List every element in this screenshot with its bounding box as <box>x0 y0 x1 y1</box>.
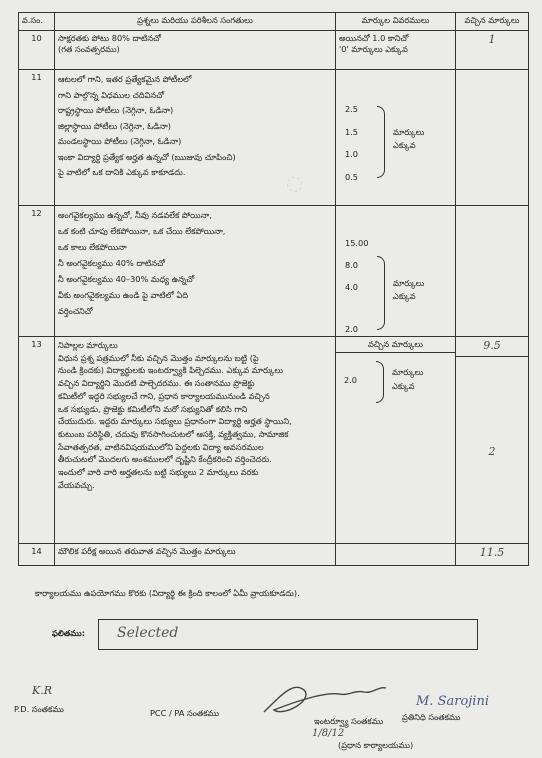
desc-line: (గత సంవత్సరము) <box>58 43 120 54</box>
row-number: 11 <box>19 70 55 206</box>
pcc-signature-label: PCC / PA సంతకము <box>150 708 219 718</box>
points-value: 4.0 <box>345 282 359 292</box>
row-number: 12 <box>19 206 55 337</box>
points-value: 1.0 <box>345 149 359 159</box>
desc-line: వీకు అంగవైకల్యము ఉండి పై వాటిలో ఏది <box>58 289 189 300</box>
details-line: '0' మార్కులు ఎక్కువ <box>339 43 408 54</box>
brace-label: మార్కులు <box>393 127 425 137</box>
desc-line: తీరుచుటలో మొదలగు అంశములలో దృష్టిని కేంద్రీకరించి వర్తించెదరు. <box>58 454 272 465</box>
marks-obtained: 1 <box>456 31 529 70</box>
interviewer-date: 1/8/12 <box>312 728 345 739</box>
desc-line: నుండి క్రిందకు) విద్యార్థులకు ఇంటర్వ్యూకి పిల్చెదము. ఎక్కువ మార్కులు <box>58 365 284 376</box>
row-description <box>55 337 336 544</box>
desc-line: అంగవైకల్యము ఉన్నచో, నీవు నడవలేక పోయినా, <box>58 210 212 220</box>
row-description <box>55 70 336 206</box>
marks-obtained <box>456 70 529 206</box>
details-line: అయినచో 1.0 కానిచో <box>339 33 409 43</box>
points-value: 2.0 <box>344 374 358 385</box>
brace-label: మార్కులు <box>392 366 424 377</box>
row-details <box>336 70 456 206</box>
interviewer-signature-scribble <box>254 672 394 722</box>
table-header-row <box>19 13 529 31</box>
result-label: ఫలితము: <box>52 628 85 638</box>
pd-signature: K.R <box>32 684 52 697</box>
row-description <box>55 206 336 337</box>
interviewer-signature-sublabel: (ప్రధాన కార్యాలయము) <box>338 740 414 750</box>
points-value: 2.5 <box>345 104 359 114</box>
desc-line: కుటుంబ పరిస్థితి, చదువు కొనసాగించుటలో ఆసక్తి, వ్యక్తిత్వము, సామాజిక <box>58 428 289 439</box>
curly-brace <box>376 361 384 403</box>
marks-obtained-cell <box>456 337 529 544</box>
brace-label: ఎక్కువ <box>392 380 415 391</box>
total-marks: 11.5 <box>456 544 529 566</box>
row-details <box>336 337 456 544</box>
desc-line: రాష్ట్రస్థాయి పోటీలు (నెగ్గినా, ఓడినా) <box>58 105 174 116</box>
desc-line: కమిటీలో ఇద్దరి సభ్యులచే గాని, ప్రధాన కార్యాలయమునుండి వచ్చిన <box>58 390 270 401</box>
row-number: 13 <box>19 337 55 544</box>
row-number: 10 <box>19 31 55 70</box>
table-row <box>19 31 529 70</box>
desc-line: ఇంకా విద్యార్థి ప్రత్యేక అర్హత ఉన్నచో (ఋజువు చూపించి) <box>58 151 236 162</box>
header-sno: వ.సం. <box>19 13 55 31</box>
result-box <box>98 619 478 650</box>
desc-line: ఒక సభ్యుడు, ప్రొజెక్టు కమిటీలోని మరో సభ్యునితో కలిసి గాని <box>58 403 248 414</box>
desc-line: నిపాల్లల మార్కులు <box>58 340 118 350</box>
desc-line: వచ్చిన విద్యార్థిని మొదటి పాల్చెదరము. ఈ సంతానము ప్రొజెక్టు <box>58 378 255 389</box>
row-details <box>336 31 456 70</box>
brace-label: ఎక్కువ <box>393 291 416 301</box>
sub-header-marks-obtained: వచ్చిన మార్కులు <box>336 337 455 353</box>
row-details <box>336 544 456 566</box>
marks-obtained: 2 <box>488 444 496 458</box>
table-row <box>19 544 529 566</box>
desc-line: ఒక కంటి చూపు లేకపోయినా, ఒక చేయి లేకపోయినా, <box>58 225 226 236</box>
office-use-note: కార్యాలయము ఉపయోగము కొరకు (విద్యార్థి ఈ క్రింది కాలంలో ఏమీ వ్రాయకూడదు). <box>35 588 300 598</box>
representative-signature-label: ప్రతినిధి సంతకము <box>402 712 461 722</box>
header-description: ప్రశ్నలు మరియు పరిశీలన సంగతులు <box>55 13 336 31</box>
marks-obtained <box>456 206 529 337</box>
row-description <box>55 31 336 70</box>
desc-line: సేవాతత్పరత, వాటినవిషయములోని పెద్దలకు విద్యా అవసరముల <box>58 441 264 452</box>
row-details <box>336 206 456 337</box>
desc-line: ఇందులో వారి వారి అర్హతలను బట్టి సభ్యులు 2 మార్కులు వరకు <box>58 467 259 478</box>
desc-line: సాక్షరతకు పోటు 80% దాటినచో <box>58 33 161 43</box>
desc-line: పై వాటిలో ఒక దానికి ఎక్కువ కాకూడదు. <box>58 167 186 178</box>
desc-line: గాని పాల్గొన్న విధముల చదివినచో <box>58 89 165 100</box>
desc-line: జిల్లాస్థాయి పోటీలు (నెగ్గినా, ఓడినా) <box>58 120 171 131</box>
header-mark-details: మార్కుల వివరములు <box>336 13 456 31</box>
curly-brace <box>377 256 385 330</box>
marks-obtained-top: 9.5 <box>456 337 528 357</box>
result-handwritten-value: Selected <box>117 625 179 641</box>
desc-line: వేయవచ్చు. <box>58 479 95 490</box>
points-value: 2.0 <box>345 324 359 334</box>
row-description: మౌలిక పరీక్ష అయిన తరువాత వచ్చిన మొత్తం మార్కులు <box>55 544 336 566</box>
header-marks-obtained: వచ్చిన మార్కులు <box>456 13 529 31</box>
table-row <box>19 337 529 544</box>
desc-line: మండలస్థాయి పోటీలు (నెగ్గినా, ఓడినా) <box>58 136 182 147</box>
desc-line: ఒక కాలు లేకపోయినా <box>58 241 127 252</box>
table-row <box>19 206 529 337</box>
desc-line: నీ అంగవైకల్యము 40% దాటినచో <box>58 257 165 268</box>
table-row <box>19 70 529 206</box>
interviewer-signature-label: ఇంటర్వ్యూ సంతకము <box>314 716 384 726</box>
faint-stamp-watermark: ◌ <box>283 169 305 196</box>
points-value: 15.00 <box>345 238 369 248</box>
desc-line: ఆటలలో గాని, ఇతర ప్రత్యేకమైన పోటీలలో <box>58 74 192 84</box>
curly-brace <box>377 106 385 178</box>
brace-label: ఎక్కువ <box>393 140 416 150</box>
points-value: 8.0 <box>345 260 359 270</box>
points-value: 0.5 <box>345 172 359 182</box>
desc-line: చేయుదురు. ఇద్దరు మార్కులు సభ్యులు ప్రధానంగా విద్యార్థి అర్హత స్థాయిని, <box>58 416 292 427</box>
desc-line: విధున ప్రశ్న పత్రములో నీకు వచ్చిన మొత్తం మార్కులను బట్టి (పై <box>58 352 259 363</box>
desc-line: నీ అంగవైకల్యము 40–30% మధ్య ఉన్నచో <box>58 273 195 284</box>
brace-label: మార్కులు <box>393 278 425 288</box>
pd-signature-label: P.D. సంతకము <box>14 704 64 714</box>
row-number: 14 <box>19 544 55 566</box>
representative-signature: M. Sarojini <box>416 694 489 709</box>
marks-table <box>18 12 529 566</box>
desc-line: వర్తించనిచో <box>58 305 93 316</box>
points-value: 1.5 <box>345 127 359 137</box>
